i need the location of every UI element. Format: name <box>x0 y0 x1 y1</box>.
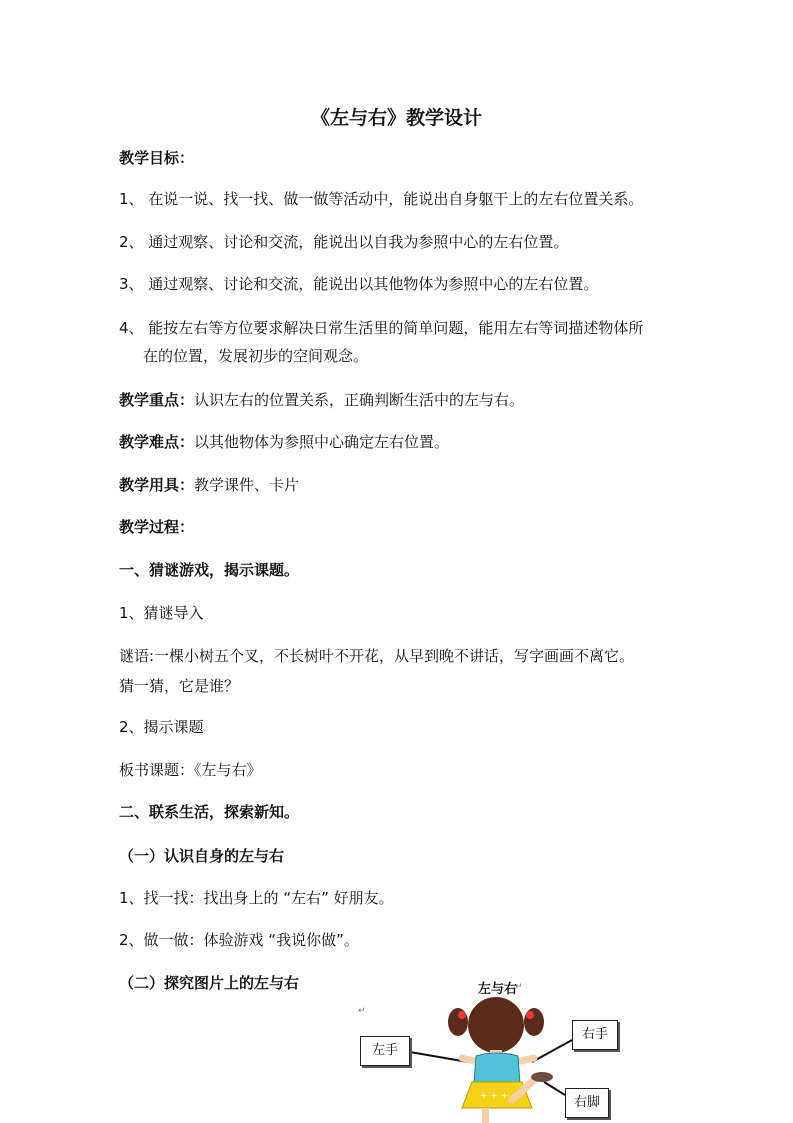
tools-label: 教学用具： <box>119 476 195 494</box>
list-item: 1、找一找：找出身上的 “左右” 好朋友。 <box>119 889 394 907</box>
focus-label: 教学重点： <box>119 391 195 409</box>
goal-item: 1、 在说一说、找一找、做一做等活动中，能说出自身躯干上的左右位置关系。 <box>119 190 644 208</box>
right-hand-pointer-line <box>532 1040 572 1062</box>
board-title: 板书课题：《左与右》 <box>119 761 262 779</box>
difficulty-text: 以其他物体为参照中心确定左右位置。 <box>194 433 450 451</box>
return-mark: ↵ <box>515 982 523 992</box>
return-mark: ↵ <box>358 1006 366 1016</box>
list-item: 1、猜谜导入 <box>119 604 204 622</box>
left-leg <box>482 1108 489 1123</box>
page-title: 《左与右》教学设计 <box>310 107 482 129</box>
right-foot-label: 右脚 <box>565 1088 609 1118</box>
process-heading: 教学过程： <box>119 518 195 536</box>
goal-item: 3、 通过观察、讨论和交流，能说出以其他物体为参照中心的左右位置。 <box>119 275 599 293</box>
shirt <box>474 1053 520 1084</box>
goal-item-continued: 在的位置，发展初步的空间观念。 <box>143 347 369 365</box>
left-pigtail <box>448 1008 468 1036</box>
section-heading: 二、联系生活，探索新知。 <box>119 803 300 821</box>
tools-line <box>119 475 299 495</box>
svg-text:+ + +: + + + <box>480 1091 509 1101</box>
tools-text: 教学课件、卡片 <box>194 476 300 494</box>
riddle-line: 谜语:一棵小树五个叉，不长树叶不开花，从早到晚不讲话，写字画画不离它。 <box>119 647 635 665</box>
goals-heading: 教学目标： <box>119 149 195 167</box>
difficulty-label: 教学难点： <box>119 433 195 451</box>
goal-item: 2、 通过观察、讨论和交流，能说出以自我为参照中心的左右位置。 <box>119 233 569 251</box>
left-hair-bow <box>458 1011 466 1019</box>
left-right-illustration <box>350 970 650 1123</box>
right-foot-pointer-line <box>544 1082 565 1095</box>
left-hand-label: 左手 <box>360 1036 410 1066</box>
list-item: 2、揭示课题 <box>119 718 204 736</box>
right-hand-label: 右手 <box>572 1020 618 1050</box>
section-heading: 一、猜谜游戏，揭示课题。 <box>119 561 300 579</box>
riddle-line: 猜一猜，它是谁？ <box>119 677 240 695</box>
right-shoe <box>531 1072 553 1082</box>
focus-line <box>119 390 524 410</box>
right-pigtail <box>524 1008 544 1036</box>
subsection-heading: （二）探究图片上的左与右 <box>119 974 300 992</box>
head <box>468 997 524 1053</box>
subsection-heading: （一）认识自身的左与右 <box>119 847 285 865</box>
goal-item: 4、 能按左右等方位要求解决日常生活里的简单问题，能用左右等词描述物体所 <box>119 319 644 337</box>
difficulty-line <box>119 432 449 452</box>
focus-text: 认识左右的位置关系，正确判断生活中的左与右。 <box>194 391 525 409</box>
illustration-title: 左与右 <box>478 982 518 997</box>
right-hair-bow <box>526 1011 534 1019</box>
list-item: 2、做一做：体验游戏 “我说你做”。 <box>119 931 359 949</box>
